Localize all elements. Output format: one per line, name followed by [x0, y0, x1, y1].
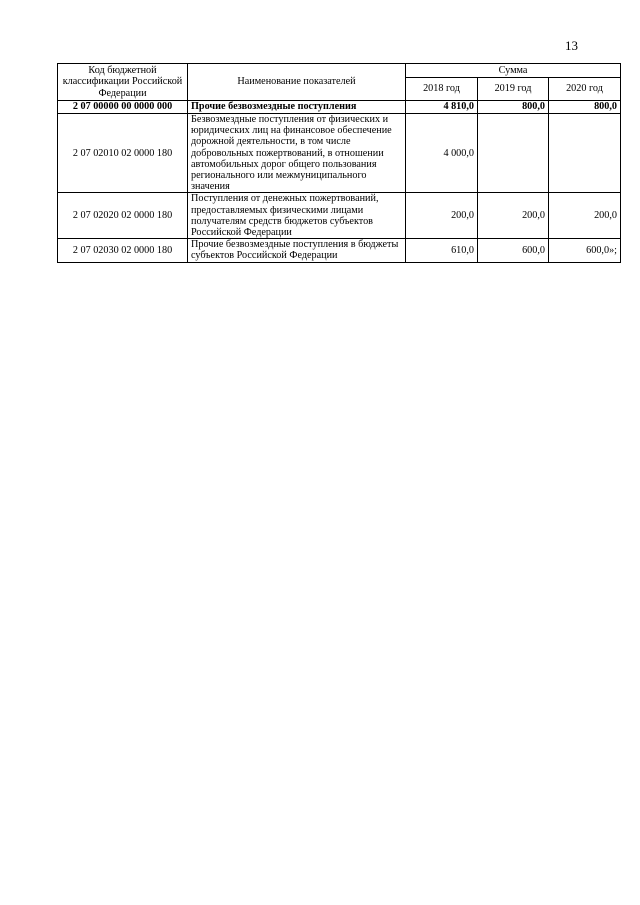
header-year-2020: 2020 год: [549, 78, 621, 101]
table-body: [58, 101, 621, 263]
row-name: Безвозмездные поступления от физических и юридических лиц на финансовое обеспечение дорожной деятельности, в том числе добровольных пожертвований, в отношении автомобильных дорог общего пользования регионального или межмуниципального значения: [188, 114, 406, 193]
header-row-1: [58, 64, 621, 78]
row-code: 2 07 02020 02 0000 180: [58, 193, 188, 239]
row-code: 2 07 02030 02 0000 180: [58, 239, 188, 262]
header-year-2019: 2019 год: [478, 78, 549, 101]
table-header: [58, 64, 621, 101]
header-code: Код бюджетной классификации Российской Федерации: [58, 64, 188, 101]
table-row-total: [58, 101, 621, 114]
row-value-2020: 600,0»;: [549, 239, 621, 262]
row-name: Прочие безвозмездные поступления в бюджеты субъектов Российской Федерации: [188, 239, 406, 262]
row-value-2018: 4 810,0: [406, 101, 478, 114]
row-code: 2 07 02010 02 0000 180: [58, 114, 188, 193]
table-row: [58, 114, 621, 193]
table-row: [58, 193, 621, 239]
row-value-2019: 800,0: [478, 101, 549, 114]
row-value-2018: 610,0: [406, 239, 478, 262]
row-value-2020: 200,0: [549, 193, 621, 239]
table-row: [58, 239, 621, 262]
row-value-2018: 4 000,0: [406, 114, 478, 193]
header-year-2018: 2018 год: [406, 78, 478, 101]
row-value-2019: 200,0: [478, 193, 549, 239]
row-name: Прочие безвозмездные поступления: [188, 101, 406, 114]
row-value-2019: 600,0: [478, 239, 549, 262]
page-number: 13: [565, 38, 578, 53]
budget-table: [57, 63, 621, 263]
header-sum: Сумма: [406, 64, 621, 78]
row-code: 2 07 00000 00 0000 000: [58, 101, 188, 114]
row-value-2020: [549, 114, 621, 193]
row-value-2018: 200,0: [406, 193, 478, 239]
row-value-2019: [478, 114, 549, 193]
row-value-2020: 800,0: [549, 101, 621, 114]
row-name: Поступления от денежных пожертвований, предоставляемых физическими лицами получателям средств бюджетов субъектов Российской Федерации: [188, 193, 406, 239]
header-name: Наименование показателей: [188, 64, 406, 101]
